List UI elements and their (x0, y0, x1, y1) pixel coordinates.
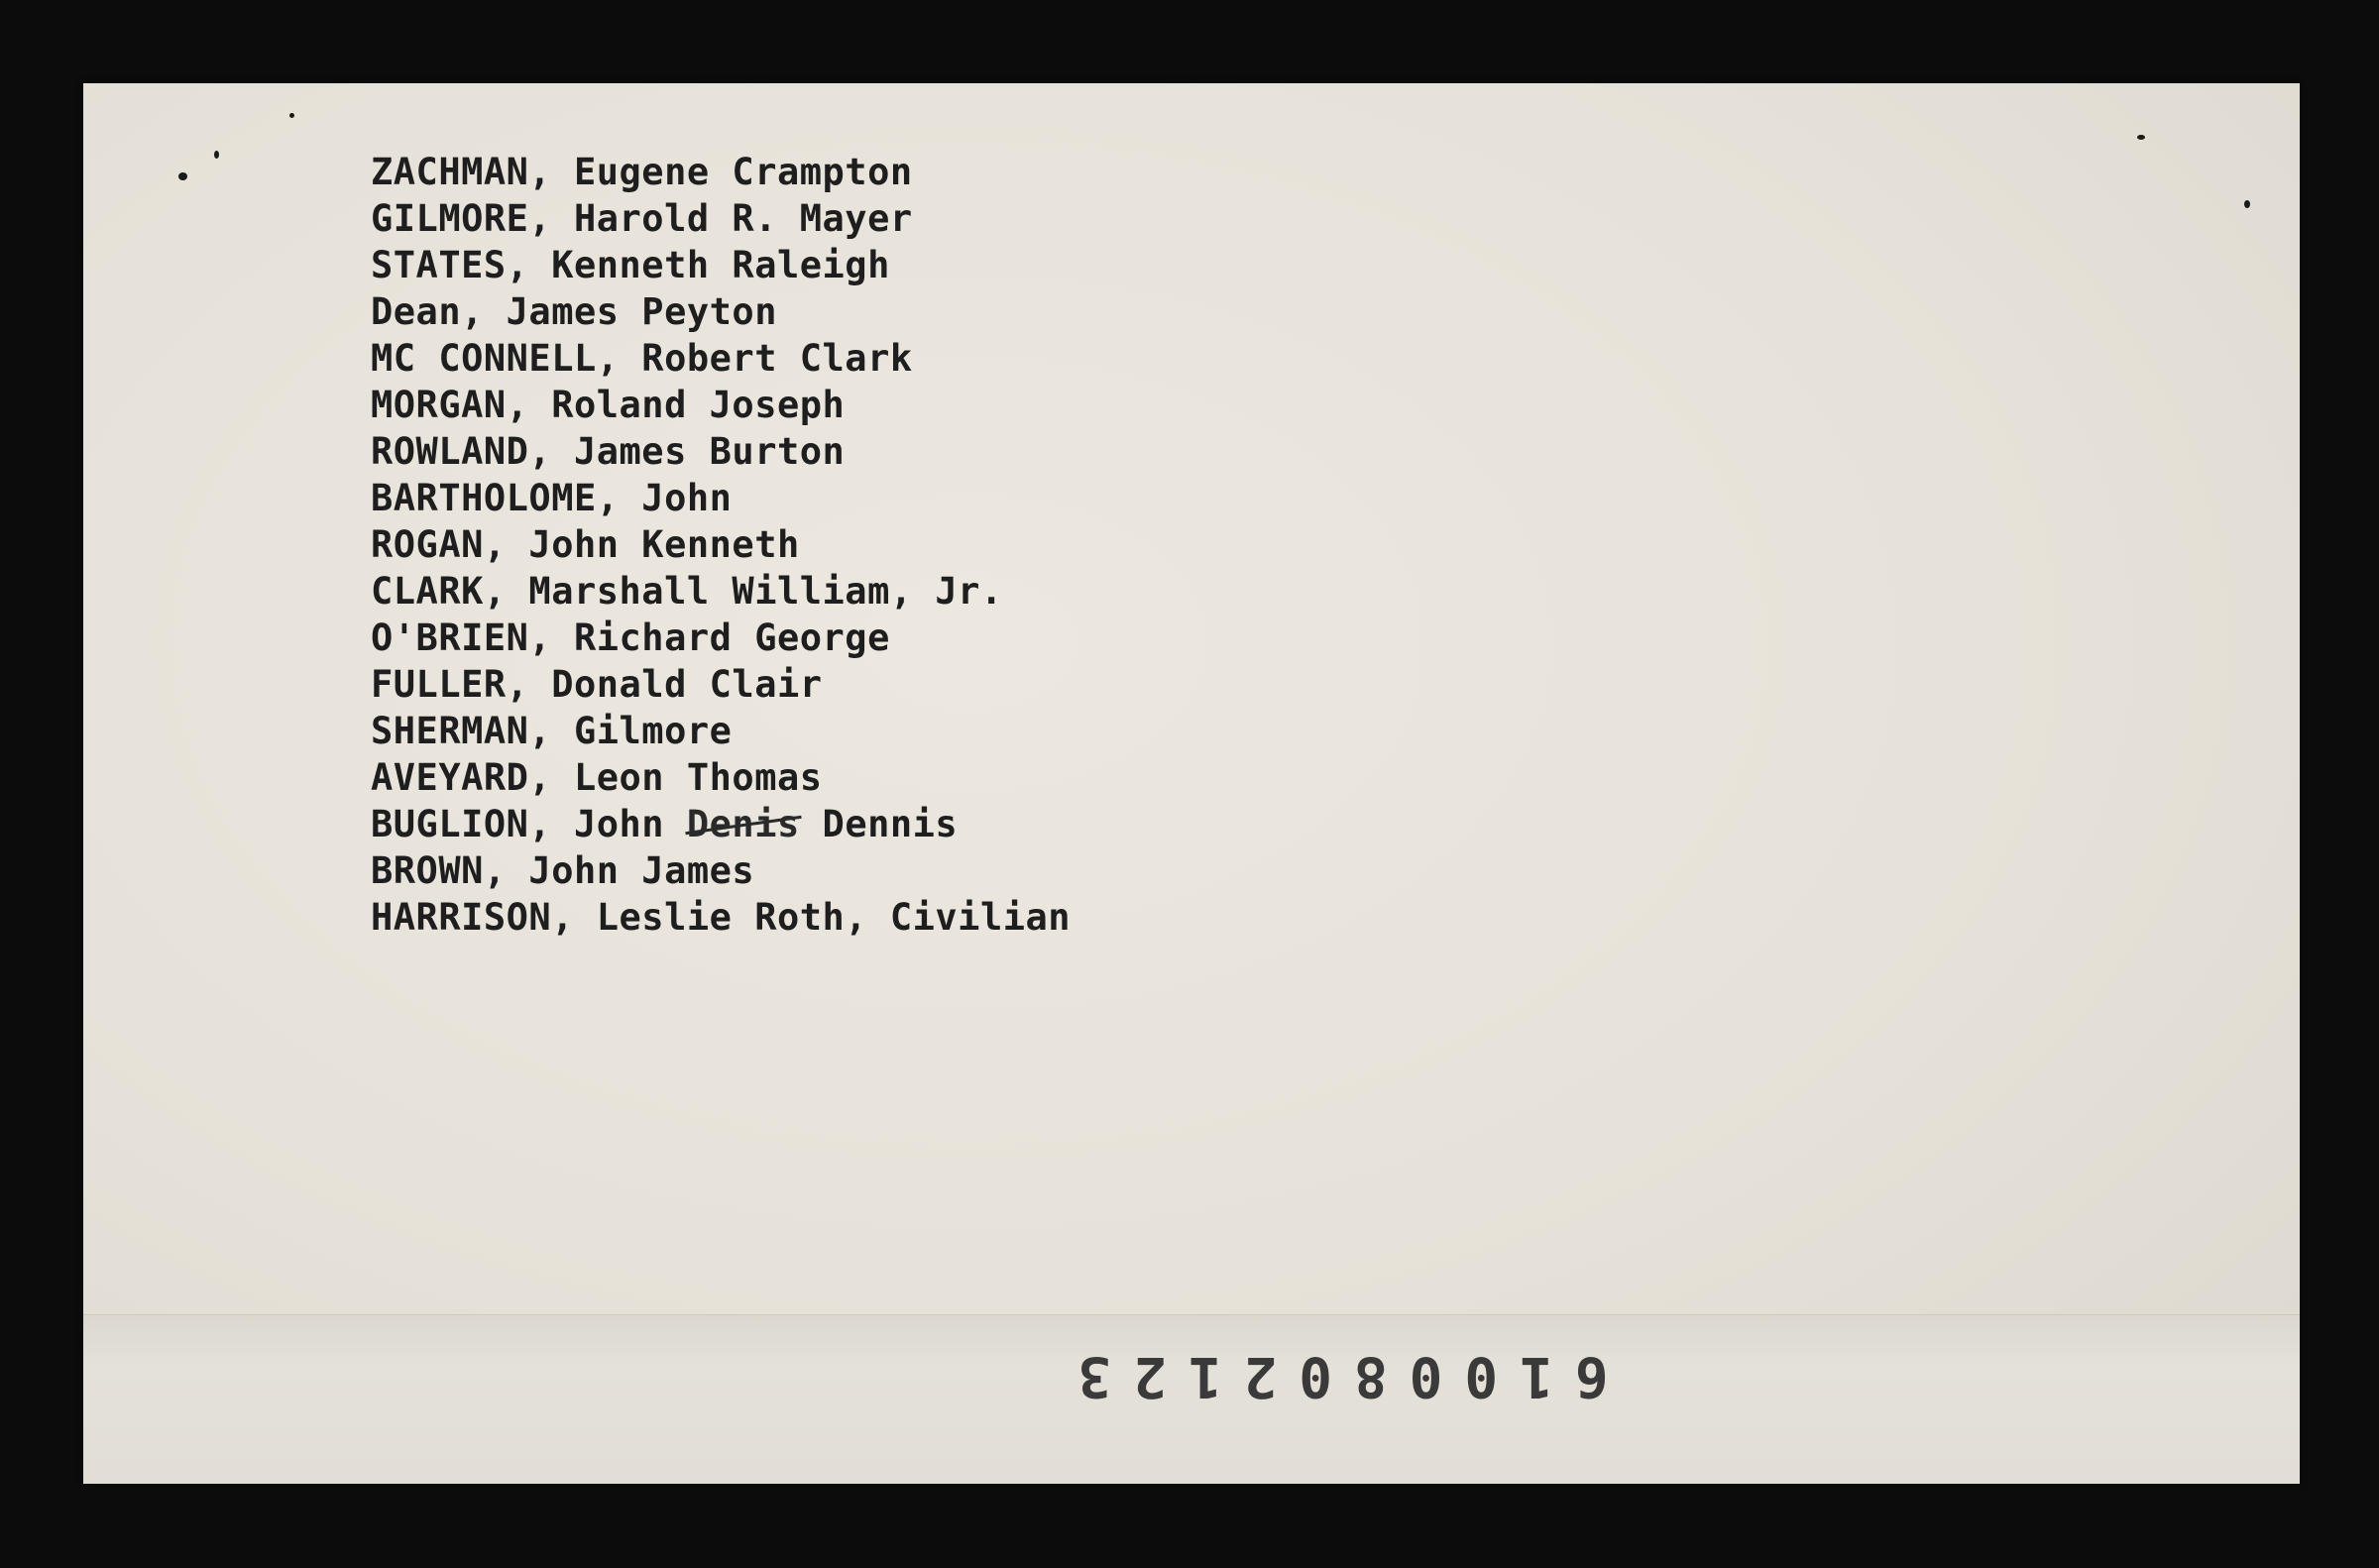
name-entry: BUGLION, John Denis Dennis (371, 803, 959, 845)
name-entry: Dean, James Peyton (371, 290, 777, 333)
paper-speck (2137, 135, 2145, 140)
name-entry: HARRISON, Leslie Roth, Civilian (371, 896, 1072, 939)
name-entry: STATES, Kenneth Raleigh (371, 244, 890, 286)
paper-speck (178, 172, 187, 180)
name-entry: BROWN, John James (371, 849, 755, 892)
name-entry: ZACHMAN, Eugene Crampton (371, 151, 913, 193)
name-entry: MC CONNELL, Robert Clark (371, 337, 913, 380)
paper-speck (2244, 200, 2250, 208)
name-entry: CLARK, Marshall William, Jr. (371, 570, 1003, 613)
paper-speck (289, 113, 294, 118)
name-entry: ROGAN, John Kenneth (371, 523, 800, 566)
name-entry: GILMORE, Harold R. Mayer (371, 197, 913, 240)
name-entry: AVEYARD, Leon Thomas (371, 756, 823, 799)
name-entry: FULLER, Donald Clair (371, 663, 823, 706)
struck-out-text: Denis (686, 803, 800, 845)
name-entry: O'BRIEN, Richard George (371, 616, 890, 659)
name-entry: MORGAN, Roland Joseph (371, 384, 846, 426)
name-list (371, 149, 1071, 941)
paper-speck (214, 151, 219, 159)
name-entry: ROWLAND, James Burton (371, 430, 846, 473)
name-entry: BARTHOLOME, John (371, 477, 733, 519)
name-entry: SHERMAN, Gilmore (371, 710, 733, 752)
document-page (83, 83, 2300, 1483)
stamped-number: 6100802123 (1056, 1344, 1609, 1409)
